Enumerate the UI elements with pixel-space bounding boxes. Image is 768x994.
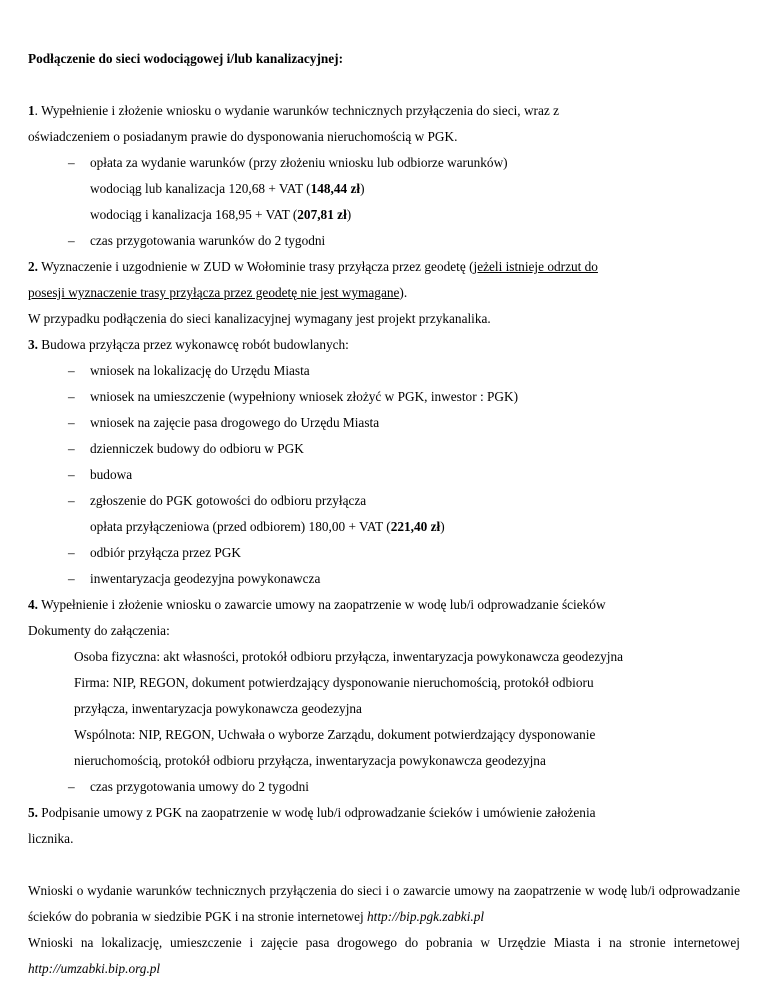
spacer [28, 72, 740, 98]
section-2-heading [28, 254, 740, 280]
fee-close: ) [440, 519, 445, 534]
fee-line-water-and-sewer [28, 202, 740, 228]
section-4-text: Wypełnienie i złożenie wniosku o zawarcie umowy na zaopatrzenie w wodę lub/i odprowadzanie ścieków [37, 597, 606, 612]
fee-close: ) [346, 207, 352, 222]
fee-text: wodociąg lub kanalizacja 120,68 + VAT ( [90, 181, 311, 196]
list-item-text: zgłoszenie do PGK gotowości do odbioru przyłącza [90, 493, 367, 508]
footer-paragraph-1 [28, 878, 740, 930]
section-2-text-line-2 [28, 280, 740, 306]
document-requirement-company: Firma: NIP, REGON, dokument potwierdzający dysponowanie nieruchomością, protokół odbioru [74, 675, 594, 690]
section-4-heading [28, 592, 740, 618]
section-5-text: Podpisanie umowy z PGK na zaopatrzenie w wodę lub/i odprowadzanie ścieków i umówienie założenia [37, 805, 596, 820]
list-item-text: wniosek na umieszczenie (wypełniony wniosek złożyć w PGK, inwestor : PGK) [90, 389, 518, 404]
list-item [28, 358, 740, 384]
fee-text: wodociąg i kanalizacja 168,95 + VAT ( [90, 207, 298, 222]
pgk-website-link[interactable]: http://bip.pgk.zabki.pl [367, 909, 485, 924]
list-item-text: wniosek na zajęcie pasa drogowego do Urzędu Miasta [90, 415, 380, 430]
fee-close: ) [360, 181, 365, 196]
section-2-text-end: ). [399, 285, 408, 300]
list-item [28, 150, 740, 176]
documents-label: Dokumenty do załączenia: [28, 623, 170, 638]
section-2-note: W przypadku podłączenia do sieci kanalizacyjnej wymagany jest projekt przykanalika. [28, 311, 491, 326]
document-page [28, 46, 740, 982]
list-item-text: budowa [90, 467, 133, 482]
section-4-number: 4. [28, 597, 38, 612]
dash-bullet: – [68, 415, 75, 430]
list-item-text: inwentaryzacja geodezyjna powykonawcza [90, 571, 321, 586]
list-item [28, 384, 740, 410]
document-requirement-company-cont: przyłącza, inwentaryzacja powykonawcza geodezyjna [74, 701, 362, 716]
dash-bullet: – [68, 493, 75, 508]
list-item [28, 540, 740, 566]
list-item [28, 228, 740, 254]
fee-amount: 148,44 zł [310, 181, 361, 196]
dash-bullet: – [68, 155, 75, 170]
list-item-text: czas przygotowania umowy do 2 tygodni [90, 779, 309, 794]
fee-line-connection [28, 514, 740, 540]
section-1-heading [28, 98, 740, 124]
document-title: Podłączenie do sieci wodociągowej i/lub kanalizacyjnej: [28, 51, 344, 66]
section-5-number: 5. [28, 805, 38, 820]
section-5-heading [28, 800, 740, 826]
city-hall-website-link[interactable]: http://umzabki.bip.org.pl [28, 961, 161, 976]
dash-bullet: – [68, 441, 75, 456]
section-3-heading [28, 332, 740, 358]
list-item-text: odbiór przyłącza przez PGK [90, 545, 241, 560]
dash-bullet: – [68, 779, 75, 794]
footer-text: Wnioski na lokalizację, umieszczenie i zajęcie pasa drogowego do pobrania w Urzędzie Miasta i na stronie internetowej [28, 935, 740, 950]
list-item [28, 566, 740, 592]
section-2-number: 2. [28, 259, 38, 274]
document-requirement-person: Osoba fizyczna: akt własności, protokół odbioru przyłącza, inwentaryzacja powykonawcza geodezyjna [74, 649, 624, 664]
list-item [28, 410, 740, 436]
section-1-text-line-1: . Wypełnienie i złożenie wniosku o wydanie warunków technicznych przyłączenia do sieci, wraz z [34, 103, 559, 118]
section-1-text-line-2: oświadczeniem o posiadanym prawie do dysponowania nieruchomością w PGK. [28, 129, 458, 144]
document-requirement-community: Wspólnota: NIP, REGON, Uchwała o wyborze Zarządu, dokument potwierdzający dysponowanie [74, 727, 596, 742]
list-item-text: czas przygotowania warunków do 2 tygodni [90, 233, 326, 248]
dash-bullet: – [68, 467, 75, 482]
list-item [28, 436, 740, 462]
dash-bullet: – [68, 389, 75, 404]
spacer [28, 852, 740, 878]
dash-bullet: – [68, 571, 75, 586]
section-1-number: 1 [28, 103, 35, 118]
document-requirement-community-cont: nieruchomością, protokół odbioru przyłącza, inwentaryzacja powykonawcza geodezyjna [74, 753, 546, 768]
list-item [28, 488, 740, 514]
fee-text: opłata przyłączeniowa (przed odbiorem) 180,00 + VAT ( [90, 519, 391, 534]
list-item [28, 774, 740, 800]
fee-line-water-or-sewer [28, 176, 740, 202]
list-item [28, 462, 740, 488]
footer-paragraph-2 [28, 930, 740, 982]
list-item-text: opłata za wydanie warunków (przy złożeniu wniosku lub odbiorze warunków) [90, 155, 508, 170]
dash-bullet: – [68, 233, 75, 248]
fee-amount: 221,40 zł [390, 519, 441, 534]
fee-amount: 207,81 zł [297, 207, 347, 222]
section-2-text: Wyznaczenie i uzgodnienie w ZUD w Wołominie trasy przyłącza przez geodetę ( [37, 259, 474, 274]
section-2-underlined-text: posesji wyznaczenie trasy przyłącza przez geodetę nie jest wymagane [28, 285, 400, 300]
section-5-text-line-2: licznika. [28, 831, 74, 846]
section-3-number: 3. [28, 337, 38, 352]
section-2-underlined-text: jeżeli istnieje odrzut do [473, 259, 598, 274]
dash-bullet: – [68, 545, 75, 560]
footer-text: Wnioski o wydanie warunków technicznych przyłączenia do sieci i o zawarcie umowy na zaopatrzenie w wodę lub/i odprowadzanie ścieków do pobrania w siedzibie PGK i na stronie internetowej [28, 883, 740, 924]
list-item-text: dzienniczek budowy do odbioru w PGK [90, 441, 304, 456]
section-3-text: Budowa przyłącza przez wykonawcę robót budowlanych: [37, 337, 349, 352]
list-item-text: wniosek na lokalizację do Urzędu Miasta [90, 363, 310, 378]
dash-bullet: – [68, 363, 75, 378]
